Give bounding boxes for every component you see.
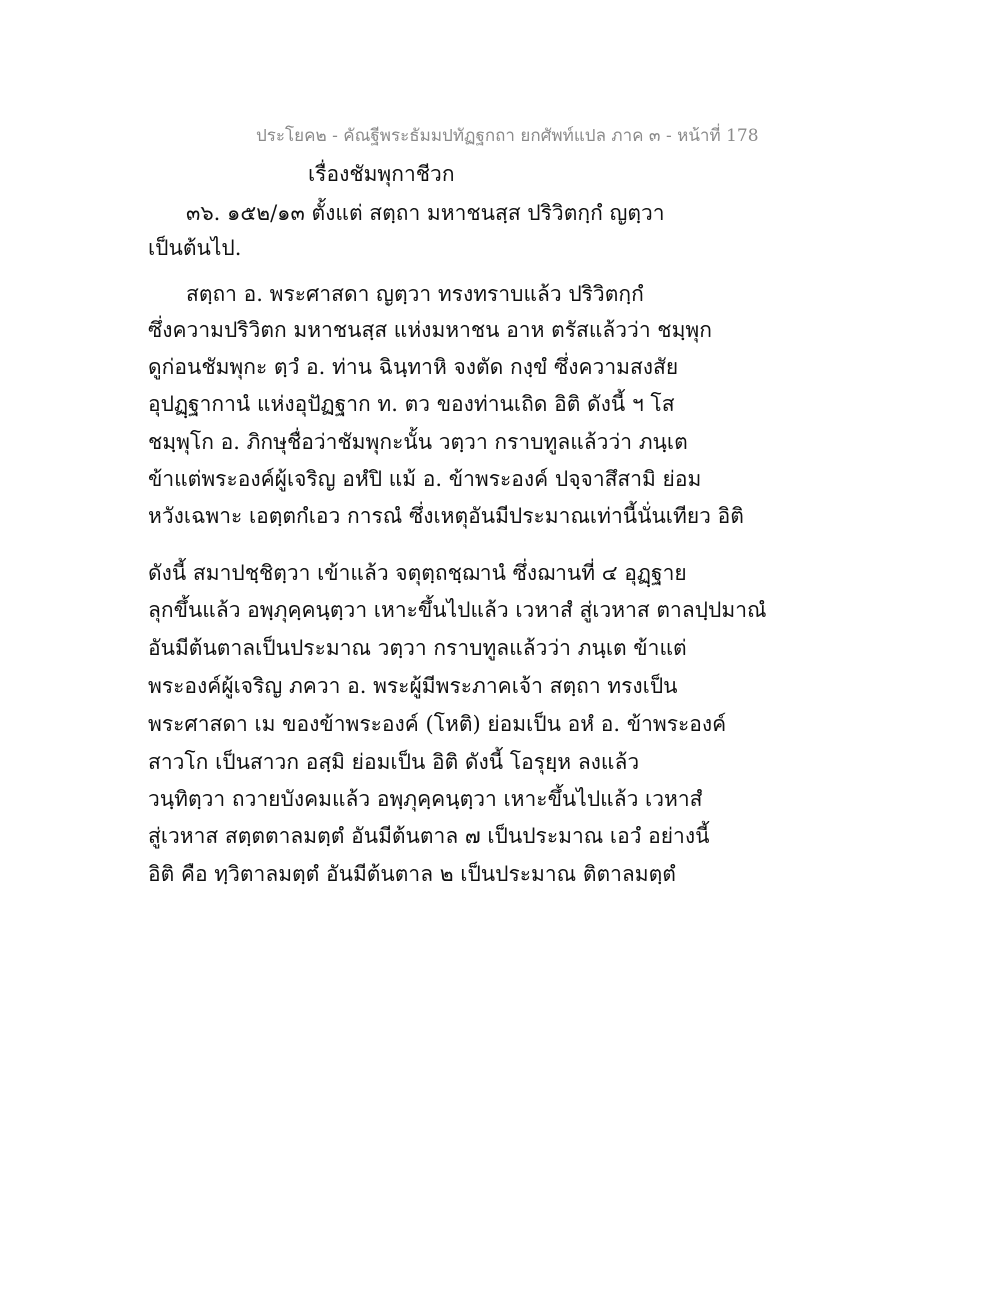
text-line: ชมฺพุโก อ. ภิกษุชื่อว่าชัมพุกะนั้น วตฺวา กราบทูลแล้วว่า ภนฺเต [148, 430, 688, 454]
text-line: เป็นต้นไป. [148, 236, 242, 260]
text-line: ลุกขึ้นแล้ว อพฺภุคฺคนฺตฺวา เหาะขึ้นไปแล้ว เวหาสํ สู่เวหาส ตาลปฺปมาณํ [148, 598, 767, 622]
story-title: เรื่องชัมพุกาชีวก [308, 162, 455, 186]
text-line: ๓๖. ๑๕๒/๑๓ ตั้งแต่ สตฺถา มหาชนสฺส ปริวิตกฺกํ ญตฺวา [186, 201, 665, 225]
text-line: ดูก่อนชัมพุกะ ตฺวํ อ. ท่าน ฉินฺทาหิ จงตัด กงฺขํ ซึ่งความสงสัย [148, 355, 679, 379]
text-line: สตฺถา อ. พระศาสดา ญตฺวา ทรงทราบแล้ว ปริวิตกฺกํ [186, 282, 644, 306]
text-line: พระองค์ผู้เจริญ ภควา อ. พระผู้มีพระภาคเจ้า สตฺถา ทรงเป็น [148, 674, 678, 698]
text-line: พระศาสดา เม ของข้าพระองค์ (โหติ) ย่อมเป็น อหํ อ. ข้าพระองค์ [148, 712, 727, 736]
text-line: อันมีต้นตาลเป็นประมาณ วตฺวา กราบทูลแล้วว่า ภนฺเต ข้าแต่ [148, 636, 687, 660]
running-header: ประโยค๒ - คัณฐีพระธัมมปทัฏฐกถา ยกศัพท์แปล ภาค ๓ - หน้าที่ 178 [256, 126, 759, 146]
text-line: หวังเฉพาะ เอตฺตกํเอว การณํ ซึ่งเหตุอันมีประมาณเท่านี้นั่นเทียว อิติ [148, 504, 744, 528]
text-line: อิติ คือ ทฺวิตาลมตฺตํ อันมีต้นตาล ๒ เป็นประมาณ ติตาลมตฺตํ [148, 862, 676, 886]
text-line: สาวโก เป็นสาวก อสฺมิ ย่อมเป็น อิติ ดังนี้ โอรุยฺห ลงแล้ว [148, 750, 640, 774]
text-line: สู่เวหาส สตฺตตาลมตฺตํ อันมีต้นตาล ๗ เป็นประมาณ เอวํ อย่างนี้ [148, 824, 710, 848]
text-line: ดังนี้ สมาปชฺชิตฺวา เข้าแล้ว จตุตฺถชฺฌานํ ซึ่งฌานที่ ๔ อุฏฺฐาย [148, 561, 687, 585]
text-line: อุปฏฺฐากานํ แห่งอุปัฏฐาก ท. ตว ของท่านเถิด อิติ ดังนี้ ฯ โส [148, 392, 675, 416]
text-line: วนฺทิตฺวา ถวายบังคมแล้ว อพฺภุคฺคนฺตฺวา เหาะขึ้นไปแล้ว เวหาสํ [148, 787, 703, 811]
text-line: ข้าแต่พระองค์ผู้เจริญ อหํปิ แม้ อ. ข้าพระองค์ ปจฺจาสึสามิ ย่อม [148, 467, 702, 491]
text-line: ซึ่งความปริวิตก มหาชนสฺส แห่งมหาชน อาห ตรัสแล้วว่า ชมฺพุก [148, 318, 712, 342]
